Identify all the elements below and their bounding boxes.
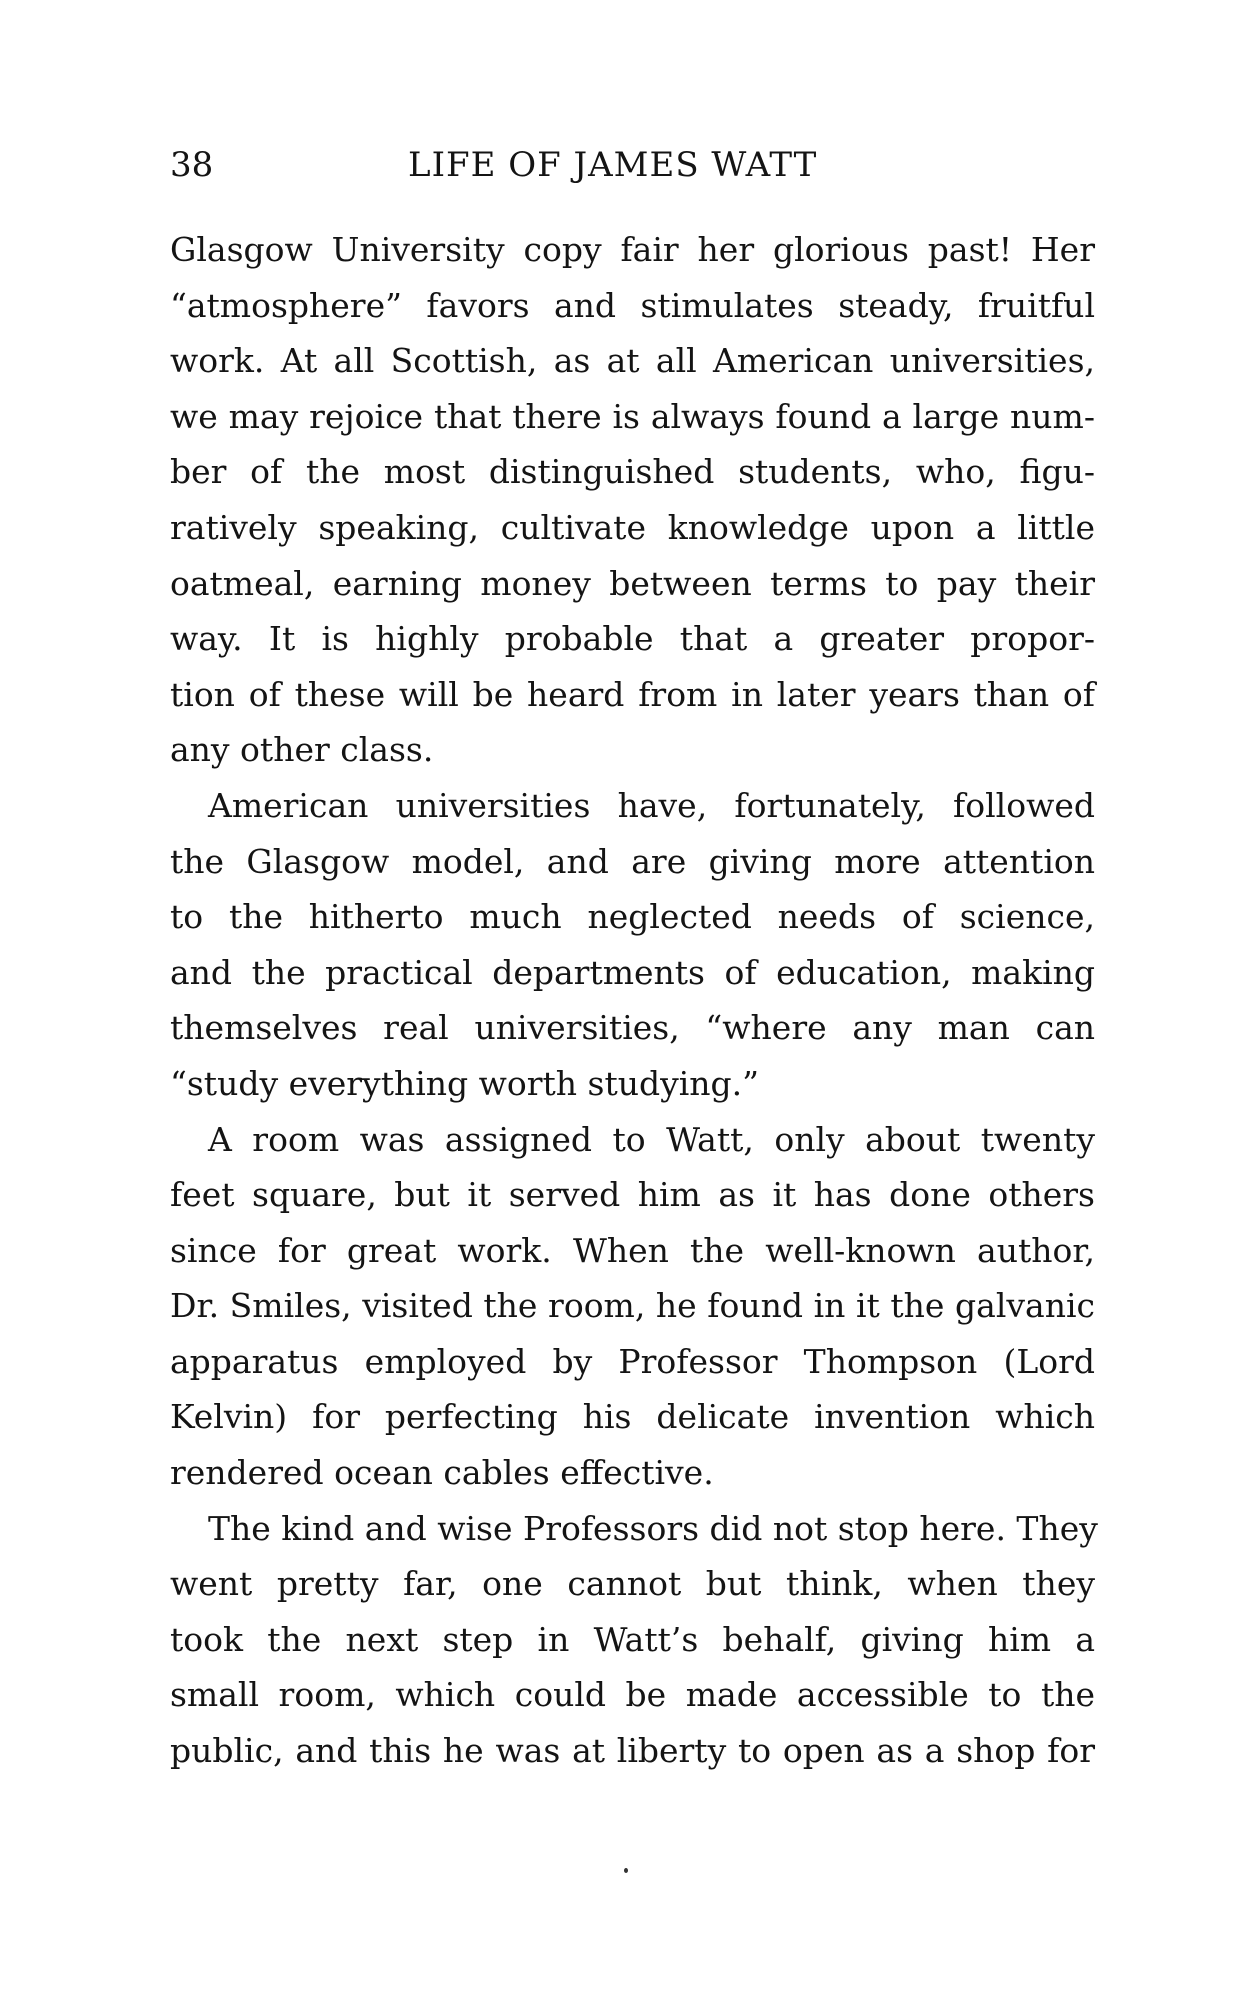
text-line: rendered ocean cables effective. [170, 1453, 714, 1493]
paragraph-1 [170, 222, 1095, 778]
text-line: we may rejoice that there is always found a large num- [170, 396, 1095, 436]
paragraph-4 [170, 1501, 1098, 1779]
paragraph-2 [170, 778, 1095, 1112]
text-line: feet square, but it served him as it has done others [170, 1175, 1095, 1215]
text-line: ber of the most distinguished students, who, figu- [170, 452, 1095, 492]
text-line: Glasgow University copy fair her glorious past! Her [170, 230, 1095, 269]
page-number: 38 [170, 145, 214, 185]
text-line: public, and this he was at liberty to open as a shop for [170, 1731, 1095, 1771]
text-line: went pretty far, one cannot but think, when they [170, 1564, 1095, 1604]
text-line: American universities have, fortunately, followed [208, 785, 1095, 825]
body-text [170, 222, 1098, 1779]
text-line: tion of these will be heard from in later years than of [170, 674, 1095, 714]
text-line: oatmeal, earning money between terms to pay their [170, 563, 1095, 603]
text-line: apparatus employed by Professor Thompson (Lord [170, 1341, 1095, 1381]
text-line: took the next step in Watt’s behalf, giving him a [170, 1619, 1095, 1659]
text-line: ratively speaking, cultivate knowledge upon a little [170, 507, 1095, 547]
text-line: “study everything worth studying.” [170, 1063, 760, 1103]
text-line: The kind and wise Professors did not stop here. They [208, 1508, 1098, 1548]
running-head [170, 140, 1095, 190]
text-line: since for great work. When the well-known author, [170, 1230, 1095, 1270]
print-speck [624, 1868, 628, 1873]
text-line: themselves real universities, “where any man can [170, 1008, 1095, 1048]
paragraph-3 [170, 1112, 1095, 1501]
text-line: any other class. [170, 730, 434, 770]
text-line: work. At all Scottish, as at all American universities, [170, 341, 1095, 381]
text-line: small room, which could be made accessible to the [170, 1675, 1095, 1715]
text-line: the Glasgow model, and are giving more attention [170, 841, 1095, 881]
text-line: and the practical departments of education, making [170, 952, 1095, 992]
text-line: A room was assigned to Watt, only about twenty [208, 1119, 1095, 1159]
text-line: “atmosphere” favors and stimulates steady, fruitful [170, 285, 1095, 325]
text-line: Kelvin) for perfecting his delicate invention which [170, 1397, 1095, 1437]
running-title: LIFE OF JAMES WATT [408, 145, 818, 185]
text-line: way. It is highly probable that a greater propor- [170, 619, 1095, 659]
text-line: to the hitherto much neglected needs of science, [170, 897, 1095, 937]
text-line: Dr. Smiles, visited the room, he found in it the galvanic [170, 1286, 1095, 1326]
